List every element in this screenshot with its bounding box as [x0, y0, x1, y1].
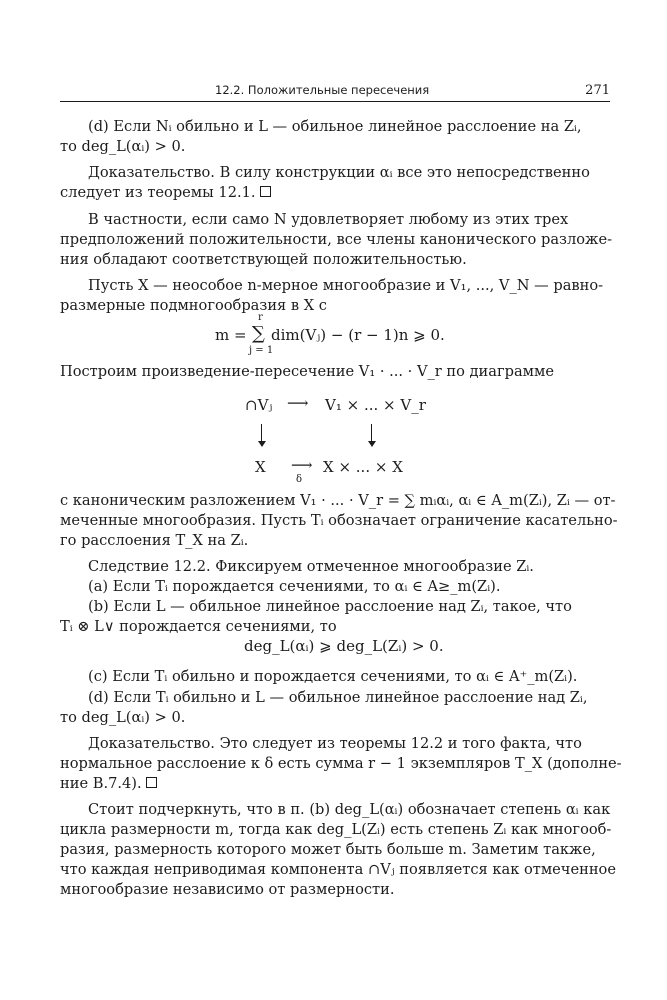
- text-line: с каноническим разложением V₁ · ... · V_r = ∑ mᵢαᵢ, αᵢ ∈ A_m(Zᵢ), Zᵢ — от-: [60, 492, 616, 509]
- text-line: Следствие 12.2. Фиксируем отмеченное многообразие Zᵢ.: [88, 558, 534, 575]
- commutative-diagram: [245, 396, 445, 486]
- text-line: Tᵢ ⊗ L∨ порождается сечениями, то: [60, 618, 337, 635]
- diagram-bottom-right: X × ... × X: [323, 458, 403, 476]
- header-rule: [60, 101, 610, 102]
- text-line: цикла размерности m, тогда как deg_L(Zᵢ) есть степень Zᵢ как многооб-: [60, 821, 612, 838]
- text-line: [60, 183, 610, 203]
- text-line: В частности, если само N удовлетворяет любому из этих трех: [88, 211, 569, 228]
- text-line: Доказательство. Это следует из теоремы 12.2 и того факта, что: [88, 735, 582, 752]
- text-line: (b) Если L — обильное линейное расслоение над Zᵢ, такое, что: [88, 598, 572, 615]
- qed-square-icon: [146, 777, 157, 788]
- diagram-top-left: ∩Vⱼ: [245, 396, 273, 414]
- diagram-left-arrow: [261, 424, 263, 442]
- text-line: ния обладают соответствующей положительностью.: [60, 251, 467, 268]
- text-span: ние B.7.4).: [60, 775, 142, 792]
- diagram-right-arrow: [371, 424, 373, 442]
- text-line: разия, размерность которого может быть больше m. Заметим также,: [60, 841, 596, 858]
- text-line: (d) Если Tᵢ обильно и L — обильное линейное расслоение над Zᵢ,: [88, 689, 588, 706]
- text-line: предположений положительности, все члены канонического разложе-: [60, 231, 613, 248]
- text-line: [60, 774, 610, 794]
- text-line: Пусть X — неособое n-мерное многообразие и V₁, ..., V_N — равно-: [88, 277, 604, 294]
- diagram-bottom-arrow: ⟶: [291, 456, 313, 474]
- formula-lhs: m =: [215, 326, 247, 344]
- text-line: (a) Если Tᵢ порождается сечениями, то αᵢ ∈ A≥_m(Zᵢ).: [88, 578, 501, 595]
- text-line: (d) Если Nᵢ обильно и L — обильное линейное расслоение на Zᵢ,: [88, 118, 582, 135]
- page-number: 271: [585, 83, 610, 98]
- text-line: Стоит подчеркнуть, что в п. (b) deg_L(αᵢ) обозначает степень αᵢ как: [88, 801, 611, 818]
- text-line: то deg_L(αᵢ) > 0.: [60, 709, 186, 726]
- text-line: го расслоения T_X на Zᵢ.: [60, 532, 249, 549]
- diagram-top-right: V₁ × ... × V_r: [325, 396, 426, 414]
- sum-sign: ∑: [252, 323, 265, 344]
- sum-upper-limit: r: [258, 312, 263, 323]
- text-line: то deg_L(αᵢ) > 0.: [60, 138, 186, 155]
- running-header: [60, 83, 610, 99]
- text-line: многообразие независимо от размерности.: [60, 881, 395, 898]
- diagram-top-arrow: ⟶: [287, 394, 309, 412]
- text-line: меченные многообразия. Пусть Tᵢ обозначает ограничение касательно-: [60, 512, 618, 529]
- diagram-delta-label: δ: [296, 474, 303, 485]
- sum-lower-limit: j = 1: [249, 345, 274, 356]
- text-line: (c) Если Tᵢ обильно и порождается сечениями, то αᵢ ∈ A⁺_m(Zᵢ).: [88, 668, 578, 685]
- text-line: Доказательство. В силу конструкции αᵢ все это непосредственно: [88, 164, 590, 181]
- diagram-bottom-left: X: [255, 458, 266, 476]
- sum-formula: [215, 312, 475, 362]
- qed-square-icon: [260, 186, 271, 197]
- degree-inequality: deg_L(αᵢ) ⩾ deg_L(Zᵢ) > 0.: [244, 637, 444, 655]
- text-span: следует из теоремы 12.1.: [60, 184, 256, 201]
- formula-rhs: dim(Vⱼ) − (r − 1)n ⩾ 0.: [271, 326, 445, 344]
- text-line: нормальное расслоение к δ есть сумма r − 1 экземпляров T_X (дополне-: [60, 755, 622, 772]
- text-line: Построим произведение-пересечение V₁ · ... · V_r по диаграмме: [60, 363, 554, 380]
- text-line: размерные подмногообразия в X с: [60, 297, 327, 314]
- text-line: что каждая неприводимая компонента ∩Vⱼ появляется как отмеченное: [60, 861, 616, 878]
- section-title: 12.2. Положительные пересечения: [215, 83, 430, 97]
